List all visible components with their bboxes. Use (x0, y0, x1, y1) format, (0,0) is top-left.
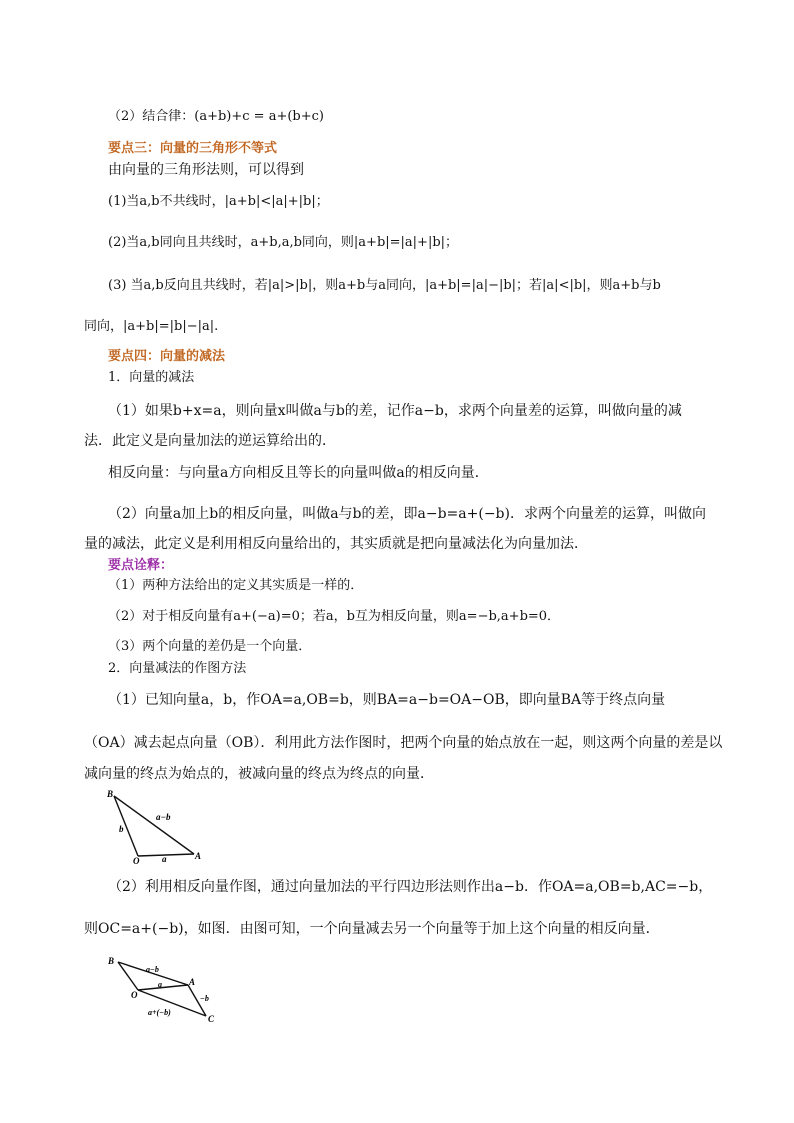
associative-law: （2）结合律：(a+b)+c = a+(b+c) (108, 109, 324, 124)
section-4-subtitle-1: 1．向量的减法 (108, 370, 195, 385)
section-3-case-3-line-2: 同向，|a+b|=|b|−|a|. (84, 319, 219, 334)
label-O: O (131, 990, 138, 1000)
method-1-line-3: 减向量的终点为始点的，被减向量的终点为终点的向量． (84, 766, 434, 782)
opposite-vector-def: 相反向量：与向量a方向相反且等长的向量叫做a的相反向量． (108, 465, 489, 481)
label-b: b (119, 824, 124, 834)
label-a-minus-b: a−b (146, 965, 159, 974)
section-4-subtitle-2: 2．向量减法的作图方法 (108, 661, 247, 676)
label-a: a (158, 980, 162, 989)
note-3: （3）两个向量的差仍是一个向量． (108, 639, 312, 654)
subtraction-def-1-line-1: （1）如果b+x=a，则向量x叫做a与b的差，记作a−b，求两个向量差的运算，叫做向量的减 (108, 403, 682, 419)
method-2-line-1: （2）利用相反向量作图，通过向量加法的平行四边形法则作出a−b．作OA=a,OB=b,AC=−b， (108, 879, 713, 895)
method-1-line-1: （1）已知向量a，b，作OA=a,OB=b，则BA=a−b=OA−OB，即向量BA等于终点向量 (108, 692, 666, 708)
triangle-figure (104, 786, 214, 866)
label-C: C (208, 1014, 215, 1024)
parallelogram-figure (102, 952, 232, 1032)
label-a: a (162, 854, 167, 864)
section-3-case-1: (1)当a,b不共线时，|a+b|<|a|+|b|； (108, 194, 329, 209)
subtraction-def-2-line-2: 量的减法，此定义是利用相反向量给出的，其实质就是把向量减法化为向量加法． (84, 536, 588, 552)
subtraction-def-1-line-2: 法．此定义是向量加法的逆运算给出的． (84, 433, 336, 449)
label-minus-b: −b (200, 994, 209, 1003)
label-B: B (107, 789, 114, 799)
label-a-plus-minus-b: a+(−b) (148, 1008, 171, 1017)
label-a-minus-b: a−b (156, 812, 171, 822)
subtraction-def-2-line-1: （2）向量a加上b的相反向量，叫做a与b的差，即a−b=a+(−b)．求两个向量差的运算，叫做向 (108, 506, 706, 522)
method-2-line-2: 则OC=a+(−b)，如图．由图可知，一个向量减去另一个向量等于加上这个向量的相反向量． (84, 921, 660, 937)
section-4-title: 要点四：向量的减法 (108, 349, 226, 364)
method-1-line-2: （OA）减去起点向量（OB）．利用此方法作图时，把两个向量的始点放在一起，则这两个向量的差是以 (84, 735, 723, 751)
label-O: O (133, 856, 140, 866)
section-3-case-2: (2)当a,b同向且共线时，a+b,a,b同向，则|a+b|=|a|+|b|； (108, 235, 459, 250)
note-2: （2）对于相反向量有a+(−a)=0；若a，b互为相反向量，则a=−b,a+b=0． (108, 609, 561, 624)
section-3-case-3-line-1: (3) 当a,b反向且共线时，若|a|>|b|，则a+b与a同向，|a+b|=|a|−|b|；若|a|<|b|，则a+b与b (108, 278, 661, 293)
notes-title: 要点诠释： (108, 558, 174, 573)
note-1: （1）两种方法给出的定义其实质是一样的． (108, 578, 364, 593)
label-A: A (189, 977, 196, 987)
label-B: B (108, 956, 115, 966)
section-3-title: 要点三：向量的三角形不等式 (108, 141, 278, 156)
label-A: A (195, 851, 202, 861)
section-3-intro: 由向量的三角形法则，可以得到 (108, 162, 304, 178)
